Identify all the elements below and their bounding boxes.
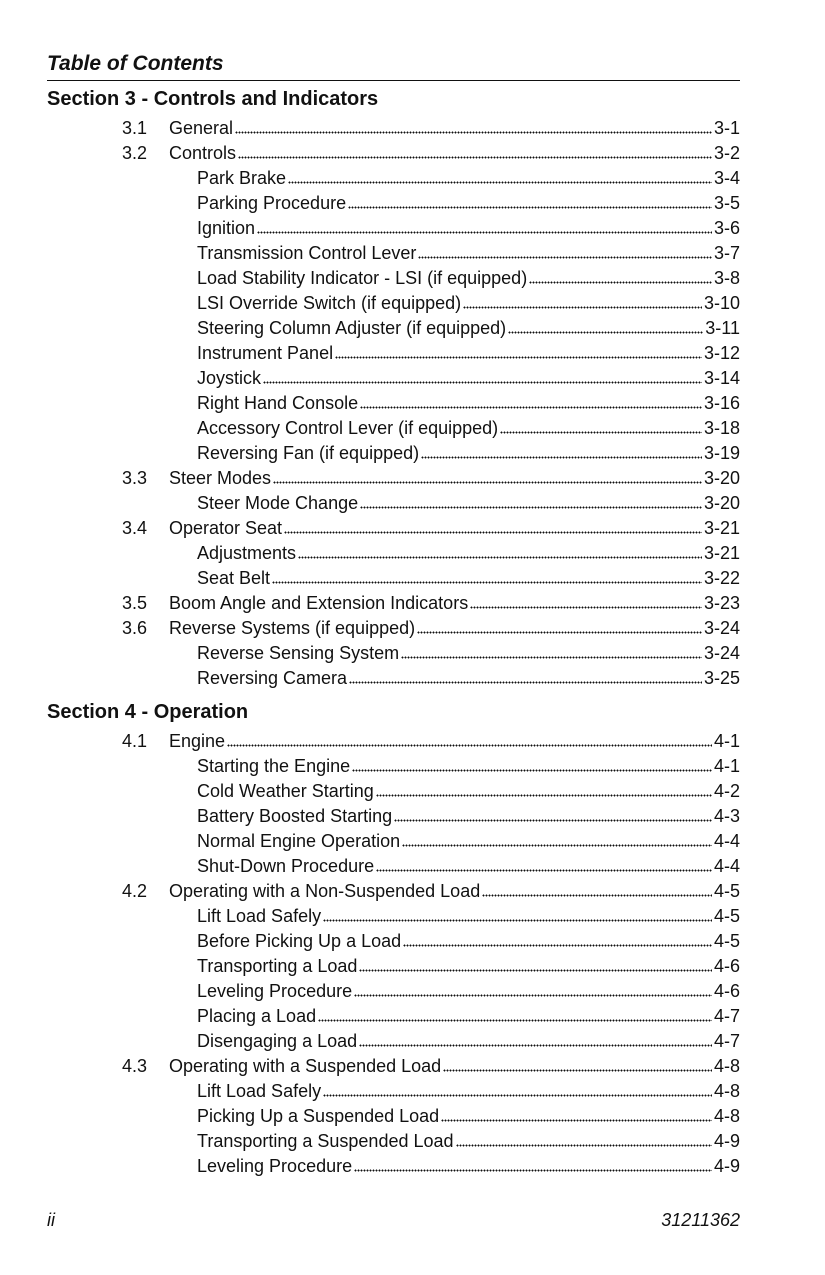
toc-entry-page: 4-7: [713, 1031, 740, 1051]
toc-entry-page: 3-2: [713, 143, 740, 163]
toc-entry[interactable]: [0, 141, 825, 166]
toc-entry-page: 3-21: [703, 543, 740, 563]
dot-leader: [360, 505, 702, 509]
toc-entry-title: Lift Load Safely: [197, 906, 322, 926]
toc-entry[interactable]: [0, 754, 825, 779]
toc-entry[interactable]: [0, 566, 825, 591]
toc-entry-line: [197, 1029, 740, 1054]
toc-entry-line: [197, 904, 740, 929]
dot-leader: [235, 130, 712, 134]
toc-entry-line: [197, 191, 740, 216]
dot-leader: [323, 1093, 712, 1097]
toc-entry-line: [169, 591, 740, 616]
toc-entry-title: Starting the Engine: [197, 756, 351, 776]
toc-entry-title: Leveling Procedure: [197, 981, 353, 1001]
toc-entry[interactable]: [0, 491, 825, 516]
toc-entry-line: [197, 954, 740, 979]
toc-entry-line: [197, 216, 740, 241]
toc-entry-page: 3-1: [713, 118, 740, 138]
toc-entry-page: 4-5: [713, 906, 740, 926]
toc-entry[interactable]: [0, 729, 825, 754]
toc-entry-page: 3-23: [703, 593, 740, 613]
dot-leader: [298, 555, 702, 559]
dot-leader: [348, 205, 712, 209]
toc-entry-page: 3-6: [713, 218, 740, 238]
toc-entry-line: [169, 1054, 740, 1079]
dot-leader: [482, 893, 712, 897]
toc-entry-page: 3-8: [713, 268, 740, 288]
toc-entry-page: 3-20: [703, 468, 740, 488]
toc-entry-title: Picking Up a Suspended Load: [197, 1106, 440, 1126]
toc-entry-title: Shut-Down Procedure: [197, 856, 375, 876]
toc-entry-line: [197, 1154, 740, 1179]
toc-entry-title: Steer Mode Change: [197, 493, 359, 513]
toc-entry-page: 4-2: [713, 781, 740, 801]
toc-entry-number: 3.5: [122, 593, 148, 613]
dot-leader: [227, 743, 712, 747]
toc-entry-line: [197, 1079, 740, 1104]
section-heading: Section 4 - Operation: [47, 701, 249, 723]
toc-entry-title: Accessory Control Lever (if equipped): [197, 418, 499, 438]
toc-entry-page: 4-3: [713, 806, 740, 826]
toc-entry-page: 3-24: [703, 618, 740, 638]
toc-entry-line: [169, 616, 740, 641]
dot-leader: [418, 255, 712, 259]
toc-entry-title: Boom Angle and Extension Indicators: [169, 593, 469, 613]
toc-entry[interactable]: [0, 291, 825, 316]
toc-entry-title: Cold Weather Starting: [197, 781, 374, 801]
toc-entry[interactable]: [0, 416, 825, 441]
dot-leader: [359, 1043, 712, 1047]
toc-entry-page: 4-4: [713, 831, 740, 851]
toc-entry-page: 3-21: [703, 518, 740, 538]
toc-entry-title: Placing a Load: [197, 1006, 317, 1026]
toc-entry-line: [197, 366, 740, 391]
toc-entry-page: 4-9: [713, 1131, 740, 1151]
toc-entry-line: [197, 291, 740, 316]
toc-entry-line: [197, 754, 740, 779]
toc-entry-page: 4-5: [713, 881, 740, 901]
toc-entry[interactable]: [0, 979, 825, 1004]
toc-entry[interactable]: [0, 516, 825, 541]
dot-leader: [401, 655, 702, 659]
toc-entry[interactable]: [0, 954, 825, 979]
header-title: Table of Contents: [47, 52, 224, 75]
dot-leader: [470, 605, 702, 609]
dot-leader: [529, 280, 712, 284]
toc-entry-number: 3.3: [122, 468, 148, 488]
toc-entry[interactable]: [0, 166, 825, 191]
toc-entry[interactable]: [0, 341, 825, 366]
toc-entry-title: Seat Belt: [197, 568, 271, 588]
toc-entry-title: Steering Column Adjuster (if equipped): [197, 318, 507, 338]
toc-entry-line: [197, 779, 740, 804]
toc-entry-line: [169, 729, 740, 754]
dot-leader: [354, 993, 712, 997]
toc-entry-line: [169, 466, 740, 491]
dot-leader: [257, 230, 712, 234]
toc-entry-number: 4.1: [122, 731, 148, 751]
toc-entry-title: LSI Override Switch (if equipped): [197, 293, 462, 313]
toc-entry-line: [197, 416, 740, 441]
toc-entry[interactable]: [0, 591, 825, 616]
toc-entry-page: 3-14: [703, 368, 740, 388]
toc-entry-number: 3.2: [122, 143, 148, 163]
dot-leader: [463, 305, 702, 309]
dot-leader: [360, 405, 702, 409]
toc-entry[interactable]: [0, 441, 825, 466]
toc-entry-title: Parking Procedure: [197, 193, 347, 213]
toc-entry-line: [197, 979, 740, 1004]
dot-leader: [272, 580, 702, 584]
toc-entry-title: Load Stability Indicator - LSI (if equipped): [197, 268, 528, 288]
toc-entry[interactable]: [0, 879, 825, 904]
toc-entry-title: Operating with a Non-Suspended Load: [169, 881, 481, 901]
toc-entry-line: [197, 804, 740, 829]
dot-leader: [402, 843, 712, 847]
toc-entry-number: 3.6: [122, 618, 148, 638]
toc-entry-page: 3-5: [713, 193, 740, 213]
dot-leader: [456, 1143, 712, 1147]
toc-entry-title: Reversing Fan (if equipped): [197, 443, 420, 463]
toc-entry[interactable]: [0, 829, 825, 854]
toc-entry-page: 4-7: [713, 1006, 740, 1026]
toc-entry-page: 4-8: [713, 1056, 740, 1076]
toc-entry-page: 4-1: [713, 756, 740, 776]
toc-entry-page: 4-8: [713, 1106, 740, 1126]
toc-entry-page: 4-6: [713, 981, 740, 1001]
toc-entry-title: Before Picking Up a Load: [197, 931, 402, 951]
toc-entry-title: Engine: [169, 731, 226, 751]
dot-leader: [359, 968, 712, 972]
toc-entry-title: Battery Boosted Starting: [197, 806, 393, 826]
toc-entry-title: Transporting a Load: [197, 956, 358, 976]
toc-entry-page: 3-7: [713, 243, 740, 263]
toc-entry[interactable]: [0, 641, 825, 666]
dot-leader: [288, 180, 712, 184]
toc-entry-title: Park Brake: [197, 168, 287, 188]
dot-leader: [318, 1018, 712, 1022]
toc-entry-title: Joystick: [197, 368, 262, 388]
toc-entry-title: Leveling Procedure: [197, 1156, 353, 1176]
toc-entry[interactable]: [0, 854, 825, 879]
toc-entry-number: 4.2: [122, 881, 148, 901]
dot-leader: [500, 430, 702, 434]
toc-entry[interactable]: [0, 366, 825, 391]
header-rule: [47, 80, 740, 81]
toc-entry[interactable]: [0, 1054, 825, 1079]
dot-leader: [441, 1118, 712, 1122]
dot-leader: [417, 630, 702, 634]
toc-entry[interactable]: [0, 266, 825, 291]
dot-leader: [421, 455, 702, 459]
toc-entry-line: [197, 266, 740, 291]
toc-entry-line: [197, 491, 740, 516]
toc-entry-line: [197, 166, 740, 191]
dot-leader: [394, 818, 712, 822]
toc-entry[interactable]: [0, 1079, 825, 1104]
toc-entry[interactable]: [0, 316, 825, 341]
dot-leader: [443, 1068, 712, 1072]
toc-entry-title: Right Hand Console: [197, 393, 359, 413]
toc-entry[interactable]: [0, 804, 825, 829]
toc-entry-page: 3-16: [703, 393, 740, 413]
toc-entry[interactable]: [0, 466, 825, 491]
toc-entry-line: [169, 879, 740, 904]
dot-leader: [403, 943, 712, 947]
toc-entry[interactable]: [0, 779, 825, 804]
toc-entry-page: 4-6: [713, 956, 740, 976]
toc-entry[interactable]: [0, 929, 825, 954]
toc-entry-line: [197, 241, 740, 266]
toc-entry-title: Reverse Systems (if equipped): [169, 618, 416, 638]
toc-entry-line: [197, 441, 740, 466]
toc-entry-line: [197, 641, 740, 666]
toc-entry-line: [197, 1129, 740, 1154]
dot-leader: [354, 1168, 712, 1172]
toc-entry-line: [197, 566, 740, 591]
footer-doc-number: 31211362: [661, 1210, 740, 1230]
toc-entry-page: 3-12: [703, 343, 740, 363]
toc-entry[interactable]: [0, 541, 825, 566]
toc-entry-page: 3-22: [703, 568, 740, 588]
toc-entry[interactable]: [0, 904, 825, 929]
toc-entry[interactable]: [0, 116, 825, 141]
toc-entry-page: 3-18: [703, 418, 740, 438]
toc-entry[interactable]: [0, 241, 825, 266]
toc-entry-title: Instrument Panel: [197, 343, 334, 363]
toc-entry-page: 3-25: [703, 668, 740, 688]
dot-leader: [335, 355, 702, 359]
toc-entry-title: Operator Seat: [169, 518, 283, 538]
footer-page-number: ii: [47, 1210, 55, 1230]
toc-entry-title: Controls: [169, 143, 237, 163]
toc-entry-line: [197, 341, 740, 366]
toc-entry-page: 3-10: [703, 293, 740, 313]
toc-entry-line: [197, 666, 740, 691]
dot-leader: [323, 918, 712, 922]
dot-leader: [263, 380, 702, 384]
toc-entry-page: 3-11: [705, 318, 740, 338]
dot-leader: [376, 868, 712, 872]
toc-entry-line: [169, 116, 740, 141]
toc-entry-number: 3.1: [122, 118, 148, 138]
toc-entry-line: [197, 316, 740, 341]
toc-entry-line: [197, 1004, 740, 1029]
toc-entry-page: 4-5: [713, 931, 740, 951]
toc-entry[interactable]: [0, 1104, 825, 1129]
toc-entry-title: Transmission Control Lever: [197, 243, 417, 263]
toc-entry-line: [197, 854, 740, 879]
toc-entry-number: 4.3: [122, 1056, 148, 1076]
toc-entry[interactable]: [0, 666, 825, 691]
toc-entry[interactable]: [0, 1004, 825, 1029]
toc-entry-line: [197, 929, 740, 954]
toc-entry-title: Normal Engine Operation: [197, 831, 401, 851]
toc-entry[interactable]: [0, 191, 825, 216]
dot-leader: [352, 768, 712, 772]
toc-entry-page: 4-1: [713, 731, 740, 751]
toc-entry[interactable]: [0, 216, 825, 241]
dot-leader: [284, 530, 702, 534]
toc-entry-title: Operating with a Suspended Load: [169, 1056, 442, 1076]
toc-entry-page: 3-19: [703, 443, 740, 463]
toc-entry-title: Lift Load Safely: [197, 1081, 322, 1101]
toc-entry-title: General: [169, 118, 234, 138]
toc-entry-line: [197, 829, 740, 854]
toc-entry-number: 3.4: [122, 518, 148, 538]
dot-leader: [508, 330, 703, 334]
toc-entry[interactable]: [0, 1129, 825, 1154]
toc-entry-title: Steer Modes: [169, 468, 272, 488]
toc-entry-line: [197, 1104, 740, 1129]
toc-entry-page: 4-9: [713, 1156, 740, 1176]
dot-leader: [376, 793, 712, 797]
toc-entry[interactable]: [0, 1154, 825, 1179]
toc-entry-title: Disengaging a Load: [197, 1031, 358, 1051]
toc-entry-title: Ignition: [197, 218, 256, 238]
section-heading: Section 3 - Controls and Indicators: [47, 88, 379, 110]
toc-entry-page: 3-20: [703, 493, 740, 513]
toc-entry-title: Reverse Sensing System: [197, 643, 400, 663]
toc-entry-title: Adjustments: [197, 543, 297, 563]
toc-entry-line: [169, 516, 740, 541]
toc-entry-line: [169, 141, 740, 166]
dot-leader: [238, 155, 712, 159]
toc-entry-line: [197, 541, 740, 566]
toc-entry-line: [197, 391, 740, 416]
toc-entry[interactable]: [0, 1029, 825, 1054]
dot-leader: [273, 480, 702, 484]
toc-entry[interactable]: [0, 616, 825, 641]
toc-entry-title: Reversing Camera: [197, 668, 348, 688]
toc-entry-page: 4-8: [713, 1081, 740, 1101]
toc-entry-page: 4-4: [713, 856, 740, 876]
toc-entry-title: Transporting a Suspended Load: [197, 1131, 454, 1151]
toc-entry-page: 3-24: [703, 643, 740, 663]
toc-entry[interactable]: [0, 391, 825, 416]
toc-entry-page: 3-4: [713, 168, 740, 188]
dot-leader: [349, 680, 702, 684]
